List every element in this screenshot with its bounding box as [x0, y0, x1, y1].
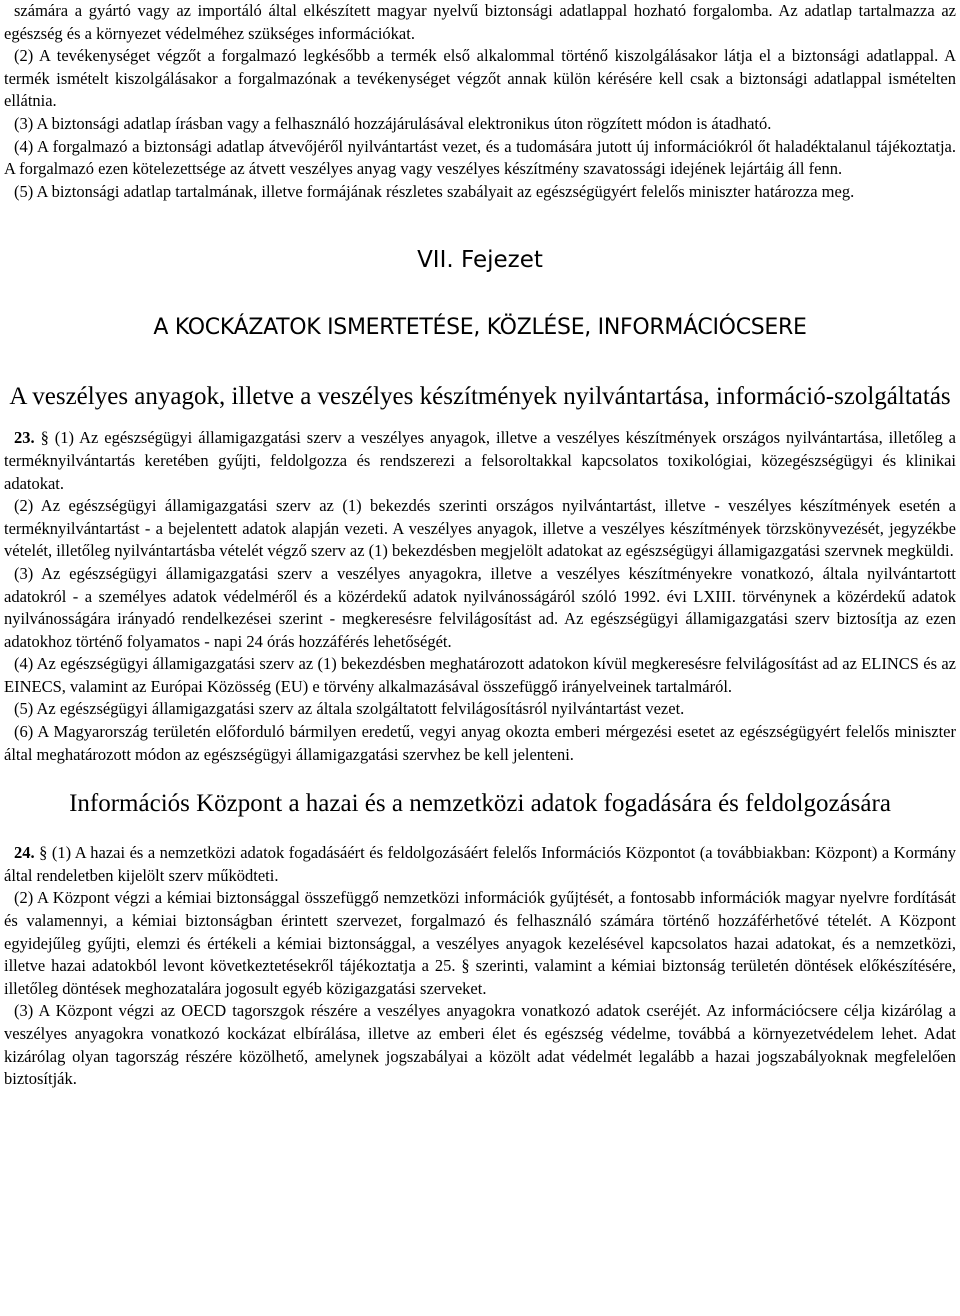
chapter-number: VII. Fejezet — [417, 247, 543, 274]
paragraph: (2) A Központ végzi a kémiai biztonsággal összefüggő nemzetközi információk gyűjtését, a fontosabb információk magyar nyelvre fordítását és valamennyi, a kémiai biztonságban érintett szervezet, forgalmazó és felhasználó számára történő hozzáférhetővé tételét. A Központ egyidejűleg gyűjti, elemzi és értékeli a kémiai biztonsággal, a veszélyes anyagok kezelésével kapcsolatos hazai adatokat, és a nemzetközi, illetve hazai adatokból levont következtetésekről tájékoztatja a 25. § szerinti, valamint a kémiai biztonság területén döntések előkészítésére, illetőleg döntések meghozatalára jogosult egyéb közigazgatási szerveket. — [4, 888, 956, 998]
paragraph-text: § (1) A hazai és a nemzetközi adatok fogadásáért és feldolgozásáért felelős Információs Központot (a továbbiakban: Központ) a Kormány által rendeletben kijelölt szerv működteti. — [4, 843, 956, 885]
paragraph: (6) A Magyarország területén előforduló bármilyen eredetű, vegyi anyag okozta emberi mérgezési esetet az egészségügyért felelős miniszter által meghatározott módon az egészségügyi államigazgatási szervhez be kell jelenteni. — [4, 722, 956, 764]
paragraph: (3) A biztonsági adatlap írásban vagy a felhasználó hozzájárulásával elektronikus úton rögzített módon is átadható. — [14, 113, 772, 133]
paragraph: (4) Az egészségügyi államigazgatási szerv az (1) bekezdésben meghatározott adatokon kívül megkeresésre felvilágosítást ad az ELINCS és az EINECS, valamint az Európai Közösség (EU) e törvény alkalmazásával összefüggő irányelveinek tartalmáról. — [4, 654, 956, 696]
section-heading: Információs Központ a hazai és a nemzetközi adatok fogadására és feldolgozására — [69, 790, 891, 818]
section-number: 24. — [14, 843, 35, 863]
paragraph: (4) A forgalmazó a biztonsági adatlap átvevőjéről nyilvántartást vezet, és a tudomására jutott új információkról őt haladéktalanul tájékoztatja. A forgalmazó ezen kötelezettsége az átvett veszélyes anyag vagy veszélyes készítmény szavatossági idejének lejártáig áll fenn. — [4, 136, 956, 179]
paragraph: (3) A Központ végzi az OECD tagorszgok részére a veszélyes anyagokra vonatkozó adatok cseréjét. Az információcsere célja kizárólag a veszélyes anyagokra vonatkozó kockázat elbírálása, illetve az emberi élet és egészség védelme, továbbá a környezetvédelem lehet. Adat kizárólag olyan tagország részére közölhető, amelynek jogszabályai a közölt adat védelmét legalább a hazai jogszabályoknak megfelelően biztosítják. — [4, 1001, 956, 1089]
paragraph: (3) Az egészségügyi államigazgatási szerv a veszélyes anyagokra, illetve a veszélyes készítményekre vonatkozó, általa nyilvántartott adatokról - a személyes adatok védelméről és a közérdekű adatok nyilvánosságáról szóló 1992. évi LXIII. törvénynek a közérdekű adatok nyilvánosságára irányadó rendelkezései szerint - megkeresésre felvilágosítást ad. Az egészségügyi államigazgatási szerv biztosítja az ezen adatokhoz történő folyamatos - napi 24 órás hozzáférés lehetőségét. — [4, 563, 956, 651]
paragraph: (5) Az egészségügyi államigazgatási szerv az általa szolgáltatott felvilágosításról nyilvántartást vezet. — [14, 699, 685, 719]
paragraph-text: § (1) Az egészségügyi államigazgatási szerv a veszélyes anyagok, illetve a veszélyes készítmények országos nyilvántartása, illetőleg a terméknyilvántartás keretében gyűjti, feldolgozza és rendszerezi a felsoroltakkal kapcsolatos toxikológiai, közegészségügyi és klinikai adatokat. — [4, 428, 956, 493]
paragraph — [4, 842, 956, 887]
section-heading: A veszélyes anyagok, illetve a veszélyes készítmények nyilvántartása, információ-szolgáltatás — [9, 383, 951, 411]
chapter-title: A KOCKÁZATOK ISMERTETÉSE, KÖZLÉSE, INFORMÁCIÓCSERE — [153, 315, 807, 341]
paragraph — [4, 427, 956, 495]
paragraph: (2) Az egészségügyi államigazgatási szerv az (1) bekezdés szerinti országos nyilvántartást, illetve - veszélyes készítmények esetén a terméknyilvántartást - a bejelentett adatok alapján vezeti. A veszélyes anyagok, illetve a veszélyes készítmények törzskönyvezését, jegyzékbe vételét, illetőleg nyilvántartásba vételét végző szerv az (1) bekezdésben megjelölt adatokat az egészségügyi államigazgatási szervnek megküldi. — [4, 496, 956, 561]
paragraph: (2) A tevékenységet végzőt a forgalmazó legkésőbb a termék első alkalommal történő kiszolgálásakor látja el a biztonsági adatlappal. A termék ismételt kiszolgálásakor a forgalmazónak a tevékenységet végzőt annak külön kérésére kell csak a biztonsági adatlappal ismételten ellátnia. — [4, 46, 956, 111]
paragraph: (5) A biztonsági adatlap tartalmának, illetve formájának részletes szabályait az egészségügyért felelős miniszter határozza meg. — [14, 181, 855, 201]
paragraph: számára a gyártó vagy az importáló által elkészített magyar nyelvű biztonsági adatlappal hozható forgalomba. Az adatlap tartalmazza az egészség és a környezet védelméhez szükséges információkat. — [4, 1, 956, 43]
section-number: 23. — [14, 428, 35, 448]
